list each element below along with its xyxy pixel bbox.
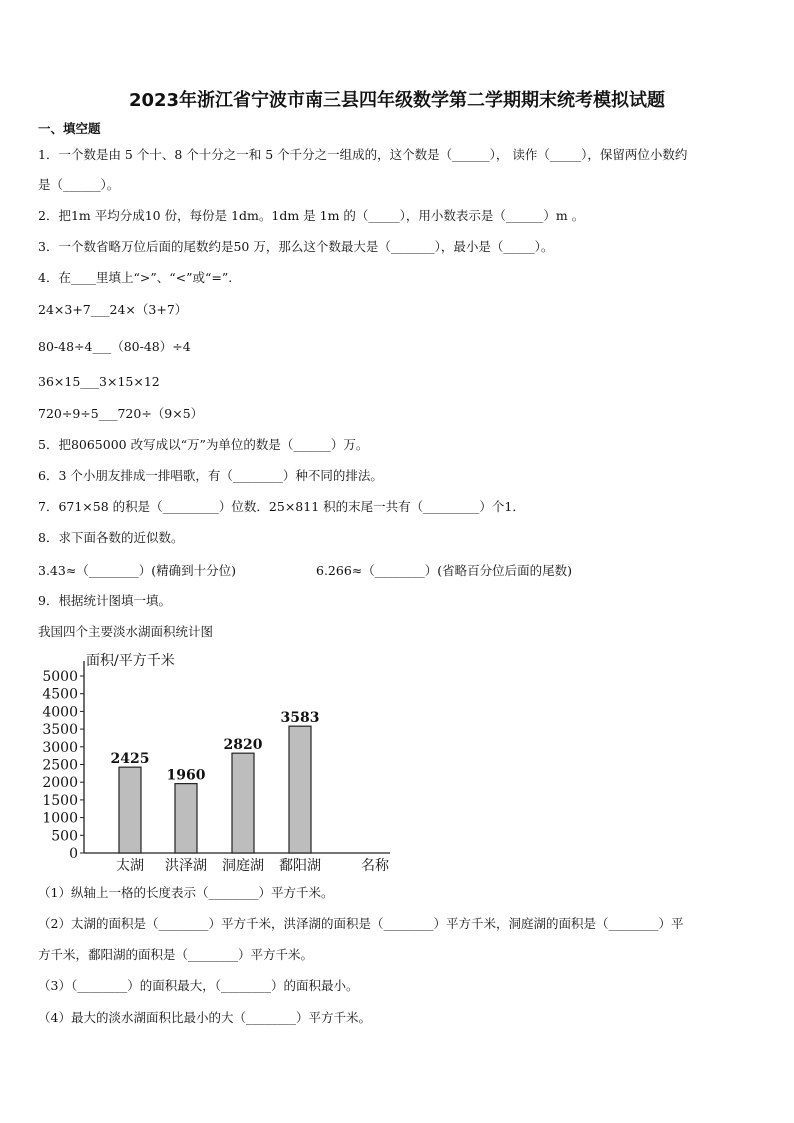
y-tick-label: 1000 [42,810,78,827]
y-axis-label: 面积/平方千米 [86,653,175,669]
page-title: 2023年浙江省宁波市南三县四年级数学第二学期期末统考模拟试题 [128,90,666,111]
question-9-part-2-line-1: （2）太湖的面积是（________）平方千米，洪泽湖的面积是（________）平方千米，洞庭湖的面积是（________）平 [38,916,684,931]
question-4-item-b: 80-48÷4___（80-48）÷4 [38,339,191,354]
question-9-part-4: （4）最大的淡水湖面积比最小的大（________）平方千米。 [38,1010,371,1025]
bar [289,726,311,853]
bar [232,753,254,853]
data-label: 2425 [110,751,150,768]
y-tick-label: 3000 [42,739,78,756]
data-label: 2820 [223,737,263,754]
y-tick-label: 4500 [42,686,78,703]
x-tick-label: 洪泽湖 [165,858,207,874]
question-8: 8．求下面各数的近似数。 [38,530,184,545]
question-1-line-2: 是（______）。 [38,177,120,192]
x-tick-label: 鄱阳湖 [279,858,321,874]
y-tick-label: 2000 [42,775,78,792]
question-4-item-a: 24×3+7___24×（3+7） [38,302,188,317]
bar [175,784,197,853]
question-5: 5．把8065000 改写成以“万”为单位的数是（______）万。 [38,437,369,452]
data-label: 1960 [166,767,206,784]
y-tick-label: 2500 [42,757,78,774]
y-tick-label: 5000 [42,669,78,685]
x-axis-label: 名称 [361,858,389,874]
x-tick-label: 洞庭湖 [222,858,264,874]
y-tick-label: 4000 [42,704,78,721]
question-9-part-3: （3）（________）的面积最大，（________）的面积最小。 [38,978,359,993]
section-heading: 一、填空题 [38,121,101,136]
bar [119,767,141,853]
question-3: 3．一个数省略万位后面的尾数约是50 万，那么这个数最大是（_______），最小是（_____）。 [38,239,554,254]
question-4: 4．在____里填上“>”、“<”或“=”. [38,270,233,285]
y-tick-label: 500 [51,828,78,845]
question-6: 6．3 个小朋友排成一排唱歌，有（________）种不同的排法。 [38,468,383,483]
y-tick-label: 1500 [42,792,78,809]
question-2: 2．把1m 平均分成10 份，每份是 1dm。1dm 是 1m 的（_____），用小数表示是（______）m 。 [38,208,585,223]
question-9-part-2-line-2: 方千米，鄱阳湖的面积是（________）平方千米。 [38,947,314,962]
bar-chart [30,645,410,880]
question-8-item-a: 3.43≈（________）(精确到十分位) [38,563,237,578]
question-4-item-c: 36×15___3×15×12 [38,374,160,389]
question-8-item-b: 6.266≈（________）(省略百分位后面的尾数) [316,563,573,578]
chart-caption: 我国四个主要淡水湖面积统计图 [38,624,214,639]
question-7: 7．671×58 的积是（_________）位数．25×811 积的末尾一共有（_________）个1． [38,499,525,514]
y-tick-label: 0 [69,846,78,862]
y-tick-label: 3500 [42,722,78,739]
data-label: 3583 [280,710,320,727]
question-9-part-1: （1）纵轴上一格的长度表示（________）平方千米。 [38,885,334,900]
question-4-item-d: 720÷9÷5___720÷（9×5） [38,406,204,421]
question-1-line-1: 1．一个数是由 5 个十、8 个十分之一和 5 个千分之一组成的，这个数是（______）， 读作（_____），保留两位小数约 [38,147,688,162]
question-9: 9．根据统计图填一填。 [38,593,171,608]
bar-chart-svg [30,645,410,880]
x-tick-label: 太湖 [116,858,144,874]
